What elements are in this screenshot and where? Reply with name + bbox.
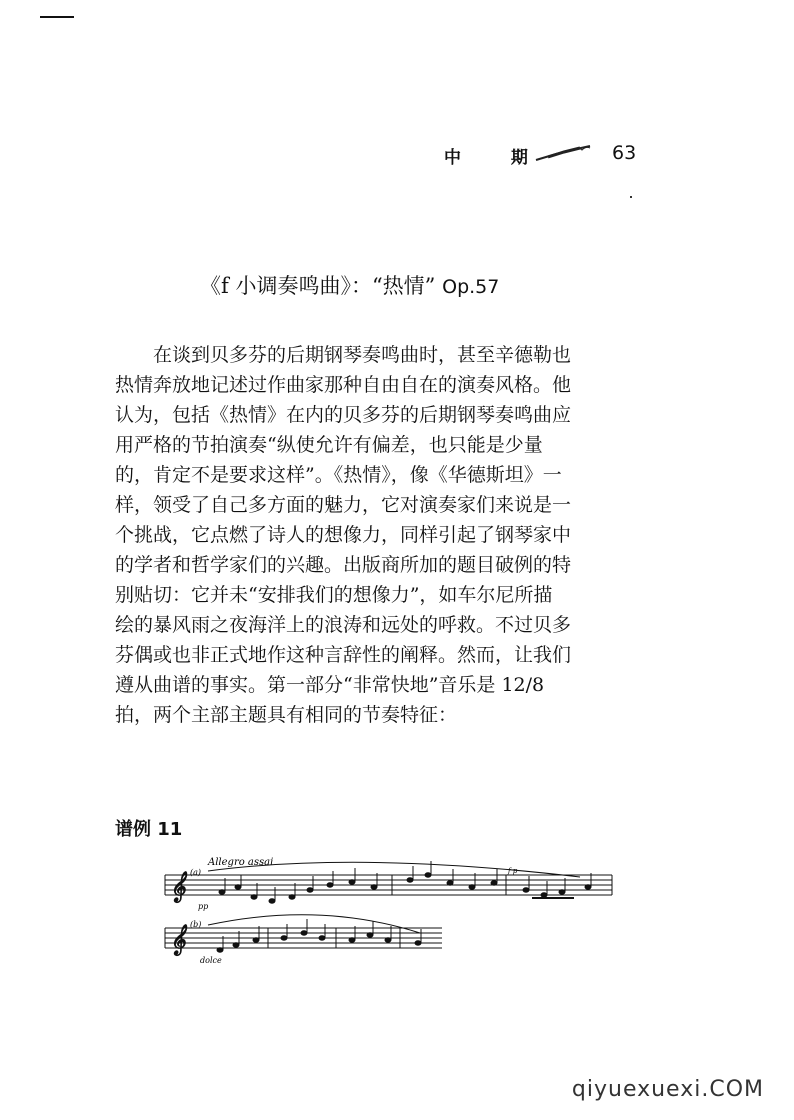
section-title-main: 《f 小调奏鸣曲》：“热情” [200, 274, 436, 298]
text-line: 用严格的节拍演奏“纵使允许有偏差，也只能是少量 [115, 434, 543, 456]
staff-b-label: (b) [190, 920, 202, 929]
text-line: 别贴切：它并未“安排我们的想像力”，如车尔尼所描 [115, 584, 553, 606]
staff-a [165, 875, 612, 895]
text-line: 认为，包括《热情》在内的贝多芬的后期钢琴奏鸣曲应 [115, 404, 572, 426]
tempo-marking: Allegro assai [208, 857, 274, 868]
text-line: 样，领受了自己多方面的魅力，它对演奏家们来说是一 [115, 494, 572, 516]
treble-clef-icon: 𝄞 [170, 925, 186, 955]
text-line: 的学者和哲学家们的兴趣。出版商所加的题目破例的特 [115, 554, 572, 576]
text-line: 拍，两个主部主题具有相同的节奏特征： [115, 704, 458, 726]
speck [630, 196, 632, 198]
treble-clef-icon: 𝄞 [170, 872, 186, 902]
text-line: 绘的暴风雨之夜海洋上的浪涛和远处的呼救。不过贝多 [115, 614, 572, 636]
text-line: 个挑战，它点燃了诗人的想像力，同样引起了钢琴家中 [115, 524, 572, 546]
text-line: 热情奔放地记述过作曲家那种自由自在的演奏风格。他 [115, 374, 572, 396]
body-paragraph [115, 340, 675, 730]
text-line: 的，肯定不是要求这样”。《热情》，像《华德斯坦》一 [115, 464, 562, 486]
page-number: 63 [612, 142, 637, 164]
text-line: 芬偶或也非正式地作这种言辞性的阐释。然而，让我们 [115, 644, 572, 666]
watermark: qiyuexuexi.COM [571, 1077, 764, 1102]
text-line: 在谈到贝多芬的后期钢琴奏鸣曲时，甚至辛德勒也 [153, 344, 572, 366]
staff-a-label: (a) [190, 868, 202, 877]
dynamic-b: dolce [200, 956, 222, 965]
ornament-flourish [534, 142, 594, 164]
section-title [200, 270, 499, 300]
text-line: 遵从曲谱的事实。第一部分“非常快地”音乐是 12/8 [115, 674, 545, 696]
dynamic-marking: f p [508, 867, 518, 875]
top-rule [40, 16, 74, 18]
dynamic-a: pp [198, 902, 209, 911]
running-head: 中 期 [444, 148, 550, 168]
section-title-opus: Op.57 [442, 276, 500, 298]
music-score [160, 853, 620, 973]
slur-b [208, 915, 420, 933]
example-label: 谱例 11 [115, 819, 183, 840]
